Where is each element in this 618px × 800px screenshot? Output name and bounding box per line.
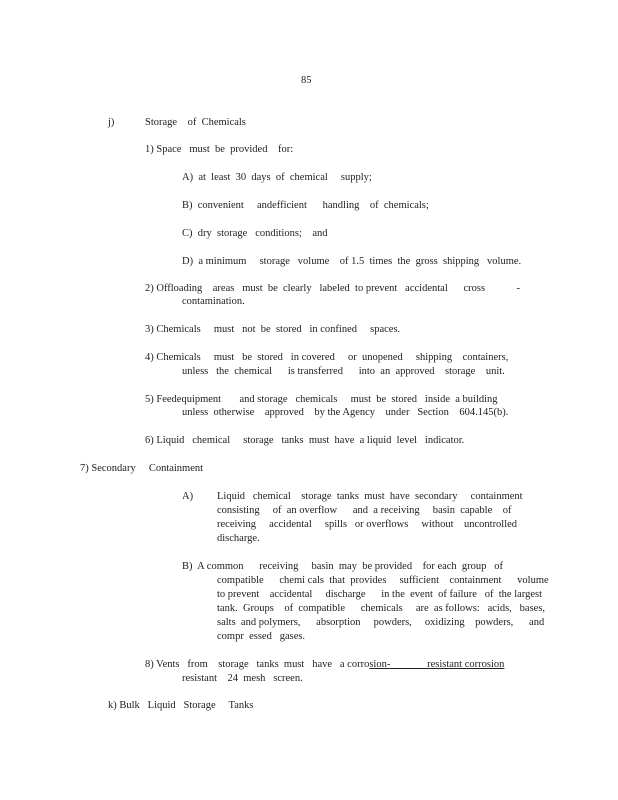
item-7-label: 7) Secondary Containment <box>80 463 204 474</box>
section-j-marker: j) <box>108 117 115 128</box>
item-7-a-marker: A) <box>182 491 194 502</box>
item-1-option-b: B) convenient andefficient handling of chemicals; <box>182 200 429 211</box>
item-7-b-line-2: compatible chemi cals that provides sufficient containment volume <box>217 575 549 586</box>
section-k-label: k) Bulk Liquid Storage Tanks <box>108 700 254 711</box>
item-7-b-line-5: salts and polymers, absorption powders, oxidizing powders, and <box>217 617 545 628</box>
item-4-line-1: 4) Chemicals must be stored in covered or unopened shipping containers, <box>145 352 509 363</box>
item-3-text: 3) Chemicals must not be stored in confined spaces. <box>145 324 401 335</box>
item-8-struck-term: sion- resistant <box>369 659 463 670</box>
item-8-line-2: resistant 24 mesh screen. <box>182 673 303 684</box>
item-7-a-line-1: Liquid chemical storage tanks must have secondary containment <box>217 491 523 502</box>
item-6-text: 6) Liquid chemical storage tanks must have a liquid level indicator. <box>145 435 465 446</box>
item-8-inserted-term: corrosion <box>462 659 505 670</box>
item-7-b-line-4: tank. Groups of compatible chemicals are as follows: acids, bases, <box>217 603 546 614</box>
item-5-line-2: unless otherwise approved by the Agency under Section 604.145(b). <box>182 407 509 418</box>
item-7-a-line-4: discharge. <box>217 533 260 544</box>
item-1-text: 1) Space must be provided for: <box>145 144 294 155</box>
item-8-line-1 <box>145 658 504 672</box>
item-7-a-line-2: consisting of an overflow and a receiving basin capable of <box>217 505 512 516</box>
item-7-b-line-1: B) A common receiving basin may be provided for each group of <box>182 561 504 572</box>
item-7-a-line-3: receiving accidental spills or overflows without uncontrolled <box>217 519 518 530</box>
item-7-b-line-3: to prevent accidental discharge in the event of failure of the largest <box>217 589 542 600</box>
item-1-option-a: A) at least 30 days of chemical supply; <box>182 172 372 183</box>
item-8-line-1-start: 8) Vents from storage tanks must have a corro <box>145 659 370 670</box>
item-4-line-2: unless the chemical is transferred into an approved storage unit. <box>182 366 505 377</box>
item-1-option-c: C) dry storage conditions; and <box>182 228 328 239</box>
item-2-line-1: 2) Offloading areas must be clearly labeled to prevent accidental cross - <box>145 283 521 294</box>
item-2-line-2: contamination. <box>182 296 245 307</box>
page-number: 85 <box>301 75 312 86</box>
item-5-line-1: 5) Feedequipment and storage chemicals must be stored inside a building <box>145 394 498 405</box>
section-j-heading: Storage of Chemicals <box>145 117 246 128</box>
item-1-option-d: D) a minimum storage volume of 1.5 times the gross shipping volume. <box>182 256 522 267</box>
item-7-b-line-6: compr essed gases. <box>217 631 306 642</box>
